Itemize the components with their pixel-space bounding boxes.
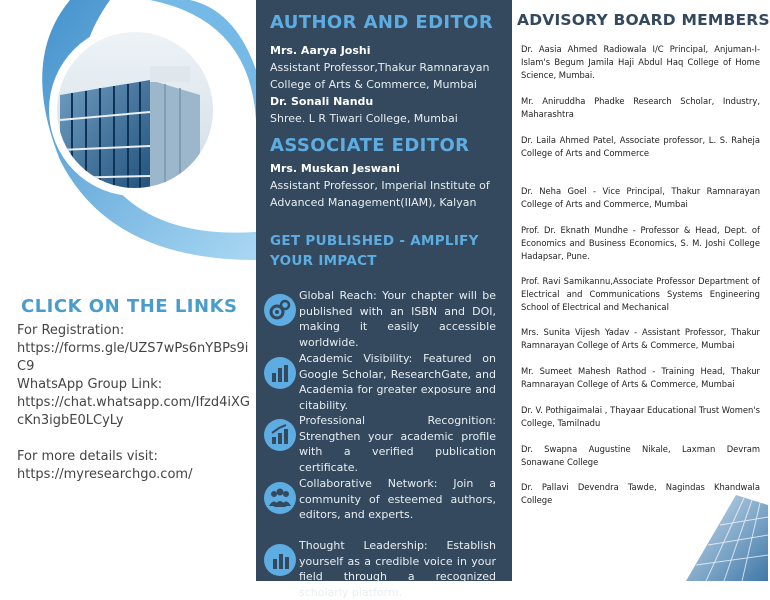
advisory-member: Dr. Laila Ahmed Patel, Associate professor, L. S. Raheja College of Arts and Commerce bbox=[521, 135, 760, 158]
whatsapp-label: WhatsApp Group Link: bbox=[17, 377, 163, 392]
feature-text: Thought Leadership: Establish yourself as a credible voice in your field through a recognized scholarly platform. bbox=[299, 539, 496, 599]
author2-name: Dr. Sonali Nandu bbox=[270, 95, 374, 108]
author1-name: Mrs. Aarya Joshi bbox=[270, 44, 371, 57]
advisory-member: Dr. V. Pothigaimalai , Thayaar Educational Trust Women's College, Tamilnadu bbox=[521, 405, 760, 428]
registration-link[interactable]: https://forms.gle/UZS7wPs6nYBPs9iC9 bbox=[17, 341, 249, 374]
associate-name: Mrs. Muskan Jeswani bbox=[270, 162, 400, 175]
details-label: For more details visit: bbox=[17, 449, 158, 464]
advisory-member: Dr. Pallavi Devendra Tawde, Nagindas Khandwala College bbox=[521, 482, 760, 505]
right-panel bbox=[512, 0, 768, 581]
author2-desc: Shree. L R Tiwari College, Mumbai bbox=[270, 112, 458, 125]
registration-label: For Registration: bbox=[17, 323, 125, 338]
registration-block bbox=[17, 322, 255, 376]
middle-panel bbox=[256, 0, 512, 599]
details-link[interactable]: https://myresearchgo.com/ bbox=[17, 467, 193, 482]
growth-chart-icon bbox=[264, 419, 296, 451]
advisory-member: Mrs. Sunita Vijesh Yadav - Assistant Professor, Thakur Ramnarayan College of Arts & Commerce, Mumbai bbox=[521, 327, 760, 350]
advisory-member: Dr. Aasia Ahmed Radiowala I/C Principal, Anjuman-I-Islam's Begum Jamila Haji Abdul Haq College of Home Science, Mumbai. bbox=[521, 44, 760, 80]
building-hero-image bbox=[0, 0, 256, 270]
associate-block bbox=[270, 160, 506, 211]
advisory-member: Prof. Ravi Samikannu,Associate Professor Department of Electrical and Communications Systems Engineering School of Electrical and Mechanical bbox=[521, 276, 760, 312]
whatsapp-block bbox=[17, 376, 255, 430]
author1-desc: Assistant Professor,Thakur Ramnarayan College of Arts & Commerce, Mumbai bbox=[270, 61, 490, 91]
advisory-member: Mr. Aniruddha Phadke Research Scholar, Industry, Maharashtra bbox=[521, 96, 760, 119]
feature-text: Collaborative Network: Join a community of esteemed authors, editors, and experts. bbox=[299, 477, 496, 521]
advisory-member: Prof. Dr. Eknath Mundhe - Professor & Head, Dept. of Economics and Business Economics, S. M. Joshi College Hadapsar, Pune. bbox=[521, 225, 760, 261]
building-corner-image bbox=[676, 495, 768, 581]
bar-chart-icon bbox=[264, 357, 296, 389]
links-title: CLICK ON THE LINKS bbox=[21, 296, 238, 317]
advisory-member: Mr. Sumeet Mahesh Rathod - Training Head, Thakur Ramnarayan College of Arts & Commerce, Mumbai bbox=[521, 366, 760, 389]
author-block bbox=[270, 42, 506, 127]
author-heading: AUTHOR AND EDITOR bbox=[270, 12, 494, 33]
associate-heading: ASSOCIATE EDITOR bbox=[270, 135, 470, 156]
advisory-member: Dr. Swapna Augustine Nikale, Laxman Devram Sonawane College bbox=[521, 444, 760, 467]
people-icon bbox=[264, 482, 296, 514]
whatsapp-link[interactable]: https://chat.whatsapp.com/Ifzd4iXGcKn3igbE0LCyLy bbox=[17, 395, 250, 428]
publish-heading: GET PUBLISHED - AMPLIFY YOUR IMPACT bbox=[270, 233, 479, 269]
details-block bbox=[17, 448, 255, 484]
feature-text: Academic Visibility: Featured on Google Scholar, ResearchGate, and Academia for greater exposure and citability. bbox=[299, 352, 496, 412]
feature-text: Global Reach: Your chapter will be published with an ISBN and DOI, making it easily accessible worldwide. bbox=[299, 289, 496, 349]
feature-text: Professional Recognition: Strengthen your academic profile with a verified publication certificate. bbox=[299, 414, 496, 474]
left-panel bbox=[0, 0, 256, 581]
leadership-chart-icon bbox=[264, 544, 296, 576]
advisory-member: Dr. Neha Goel - Vice Principal, Thakur Ramnarayan College of Arts and Commerce, Mumbai bbox=[521, 186, 760, 209]
associate-desc: Assistant Professor, Imperial Institute of Advanced Management(IIAM), Kalyan bbox=[270, 179, 490, 209]
advisory-heading: ADVISORY BOARD MEMBERS bbox=[517, 11, 770, 29]
gear-globe-icon bbox=[264, 294, 296, 326]
